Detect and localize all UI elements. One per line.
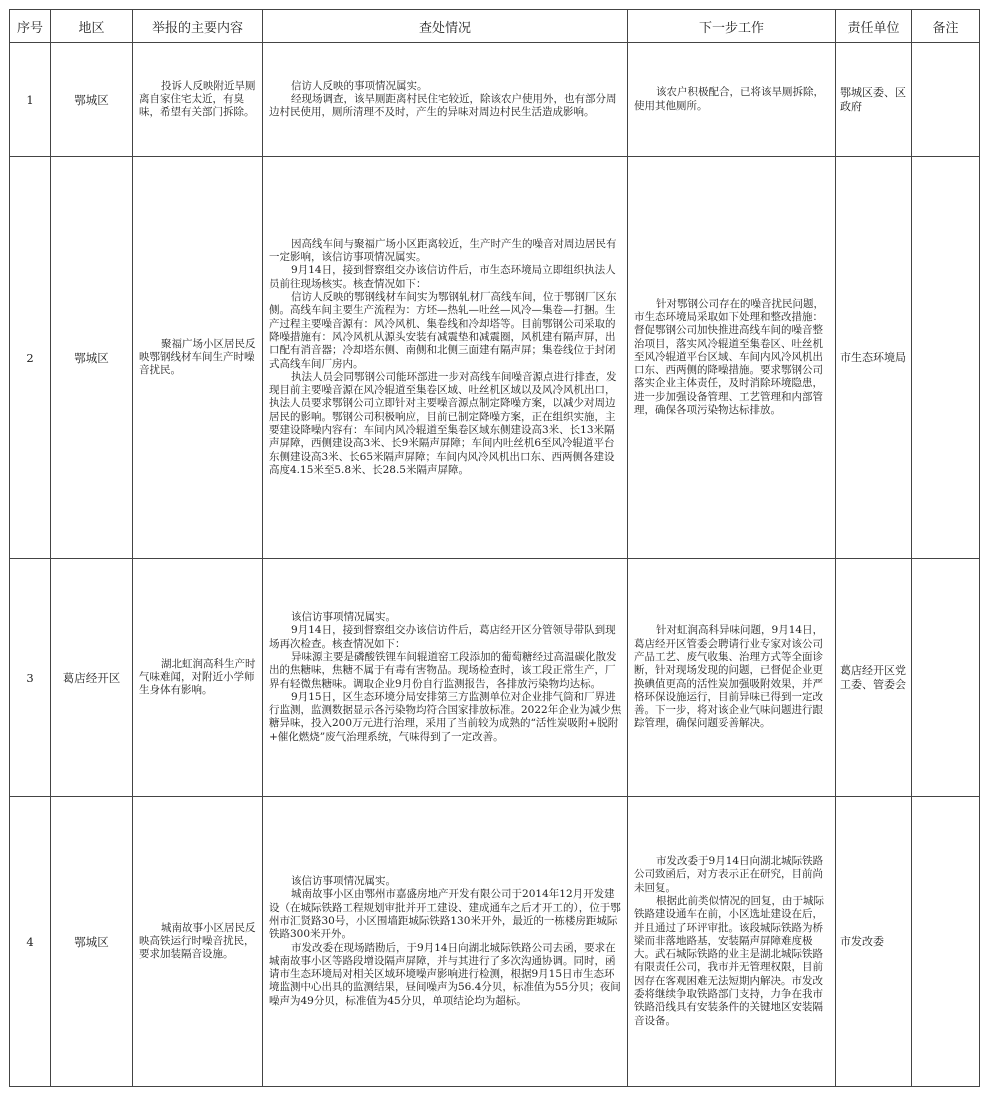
findings-cell — [263, 797, 628, 1087]
findings-paragraph: 9月14日，接到督察组交办该信访件后，市生态环境局立即组织执法人员前往现场核实。核查情况如下： — [269, 264, 616, 290]
table-row — [10, 43, 980, 157]
next-steps-paragraph: 市发改委于9月14日向湖北城际铁路公司致函后，对方表示正在研究，目前尚未回复。 — [634, 855, 824, 894]
findings-paragraph: 该信访事项情况属实。 — [291, 875, 397, 888]
header-cell: 序号 — [10, 10, 51, 43]
complaint-table — [9, 9, 980, 1087]
header-cell: 地区 — [51, 10, 133, 43]
findings-cell — [263, 559, 628, 797]
findings-paragraph: 经现场调查，该旱厕距离村民住宅较近，除该农户使用外，也有部分周边村民使用，厕所清理不及时，产生的异味对周边村民生活造成影响。 — [269, 92, 617, 119]
responsible-unit: 市发改委 — [836, 797, 912, 1087]
findings-paragraph: 9月15日，区生态环境分局安排第三方监测单位对企业排气筒和厂界进行监测，监测数据显示各污染物均符合国家排放标准。2022年企业为减少焦糖异味，投入200万元进行治理，采用了当前较为成熟的“活性炭吸附+脱附+催化燃烧”废气治理系统，气味得到了一定改善。 — [269, 690, 622, 743]
next-steps-paragraph: 针对虹润高科异味问题，9月14日，葛店经开区管委会聘请行业专家对该公司产品工艺、废气收集、治理方式等全面诊断，针对现场发现的问题，已督促企业更换碘值更高的活性炭加强吸附效果，并严格环保设施运行，目前异味已得到一定改善。下一步，将对该企业气味问题进行跟踪管理，确保问题妥善解决。 — [634, 624, 824, 730]
region-cell: 鄂城区 — [51, 43, 133, 157]
next-steps-cell — [628, 43, 836, 157]
header-cell: 举报的主要内容 — [133, 10, 263, 43]
complaint-cell — [133, 157, 263, 559]
complaint-text: 聚福广场小区居民反映鄂钢线材车间生产时噪音扰民。 — [139, 337, 256, 377]
row-number: 2 — [10, 157, 51, 559]
table-row — [10, 797, 980, 1087]
remark-cell — [912, 797, 980, 1087]
findings-paragraph: 信访人反映的事项情况属实。 — [291, 79, 428, 92]
row-number: 3 — [10, 559, 51, 797]
responsible-unit: 鄂城区委、区政府 — [836, 43, 912, 157]
findings-paragraph: 异味源主要是磷酸铁锂车间辊道窑工段添加的葡萄糖经过高温碳化散发出的焦糖味，焦糖不属于有毒有害物品。现场检查时，该工段正常生产，厂界有轻微焦糖味。调取企业9月份自行监测报告，各排放污染物均达标。 — [269, 650, 617, 690]
table-row — [10, 559, 980, 797]
header-cell: 备注 — [912, 10, 980, 43]
table-header-row — [10, 10, 980, 43]
findings-paragraph: 执法人员会同鄂钢公司能环部进一步对高线车间噪音源点进行排查，发现目前主要噪音源在风冷辊道至集卷区域、吐丝机区域以及风冷风机出口，执法人员要求鄂钢公司立即针对主要噪音源点制定降噪方案，以减少对周边居民的影响。鄂钢公司积极响应，目前已制定降噪方案，正在组织实施，主要建设降噪内容有：车间内风冷辊道至集卷区域东侧建设高3米、长13米隔声屏障，西侧建设高3米、长9米隔声屏障；车间内吐丝机6至风冷辊道平台东侧建设高3米、长65米隔声屏障；车间内风冷风机出口东、西两侧各建设高度4.15米至5.8米、长28.5米隔声屏障。 — [269, 370, 617, 476]
findings-paragraph: 该信访事项情况属实。 — [291, 611, 397, 624]
next-steps-cell — [628, 157, 836, 559]
complaint-text: 城南故事小区居民反映高铁运行时噪音扰民，要求加装隔音设施。 — [139, 921, 256, 961]
header-cell: 责任单位 — [836, 10, 912, 43]
row-number: 4 — [10, 797, 51, 1087]
findings-paragraph: 城南故事小区由鄂州市嘉盛房地产开发有限公司于2014年12月开发建设（在城际铁路工程规划审批并开工建设、建成通车之后才开工的），位于鄂州市汇贤路30号，小区围墙距城际铁路130米开外，最近的一栋楼房距城际铁路300米开外。 — [269, 888, 621, 941]
header-cell: 查处情况 — [263, 10, 628, 43]
region-cell: 鄂城区 — [51, 797, 133, 1087]
next-steps-paragraph: 根据此前类似情况的回复，由于城际铁路建设通车在前，小区选址建设在后，并且通过了环评审批。该段城际铁路为桥梁而非落地路基，安装隔声屏障难度极大。武石城际铁路的业主是湖北城际铁路有限责任公司，我市并无管理权限，目前因存在客观困难无法短期内解决。市发改委将继续争取铁路部门支持，力争在我市铁路沿线具有安装条件的关键地区安装隔音设备。 — [634, 894, 825, 1027]
remark-cell — [912, 559, 980, 797]
remark-cell — [912, 157, 980, 559]
next-steps-paragraph: 针对鄂钢公司存在的噪音扰民问题，市生态环境局采取如下处理和整改措施：督促鄂钢公司加快推进高线车间的噪音整治项目，落实风冷辊道至集卷区、吐丝机至风冷辊道平台区域、车间内风冷风机出口东、西两侧的降噪措施。要求鄂钢公司落实企业主体责任，及时消除环境隐患，进一步加强设备管理、工艺管理和内部管理，确保各项污染物达标排放。 — [634, 297, 825, 417]
complaint-text: 投诉人反映附近旱厕离自家住宅太近，有臭味，希望有关部门拆除。 — [139, 79, 256, 119]
next-steps-paragraph: 该农户积极配合，已将该旱厕拆除，使用其他厕所。 — [634, 86, 825, 112]
region-cell: 葛店经开区 — [51, 559, 133, 797]
findings-paragraph: 9月14日，接到督察组交办该信访件后，葛店经开区分管领导带队到现场再次检查。核查情况如下： — [269, 624, 616, 650]
table-row — [10, 157, 980, 559]
next-steps-cell — [628, 797, 836, 1087]
region-cell: 鄂城区 — [51, 157, 133, 559]
findings-cell — [263, 157, 628, 559]
complaint-text: 湖北虹润高科生产时气味难闻，对附近小学师生身体有影响。 — [139, 657, 256, 697]
findings-paragraph: 市发改委在现场踏勘后，于9月14日向湖北城际铁路公司去函，要求在城南故事小区等路段增设隔声屏障，并与其进行了多次沟通协调。同时，函请市生态环境局对相关区域环境噪声影响进行检测，根据9月15日市生态环境监测中心出具的监测结果，昼间噪声为56.4分贝，标准值为55分贝；夜间噪声为49分贝，标准值为45分贝，单项结论均为超标。 — [269, 941, 621, 1007]
responsible-unit: 葛店经开区党工委、管委会 — [836, 559, 912, 797]
complaint-cell — [133, 43, 263, 157]
row-number: 1 — [10, 43, 51, 157]
complaint-cell — [133, 559, 263, 797]
findings-paragraph: 信访人反映的鄂钢线材车间实为鄂钢轧材厂高线车间，位于鄂钢厂区东侧。高线车间主要生产流程为：方坯—热轧—吐丝—风冷—集卷—打捆。生产过程主要噪音源有：风冷风机、集卷线和冷却塔等。目前鄂钢公司采取的降噪措施有：风冷风机从源头安装有减震垫和减震圈，风机建有隔声屏，出口配有消音器；冷却塔东侧、南侧和北侧三面建有隔声屏；集卷线位于封闭式高线车间厂房内。 — [269, 291, 617, 370]
responsible-unit: 市生态环境局 — [836, 157, 912, 559]
remark-cell — [912, 43, 980, 157]
complaint-cell — [133, 797, 263, 1087]
findings-paragraph: 因高线车间与聚福广场小区距离较近，生产时产生的噪音对周边居民有一定影响，该信访事项情况属实。 — [269, 237, 617, 264]
header-cell: 下一步工作 — [628, 10, 836, 43]
next-steps-cell — [628, 559, 836, 797]
findings-cell — [263, 43, 628, 157]
